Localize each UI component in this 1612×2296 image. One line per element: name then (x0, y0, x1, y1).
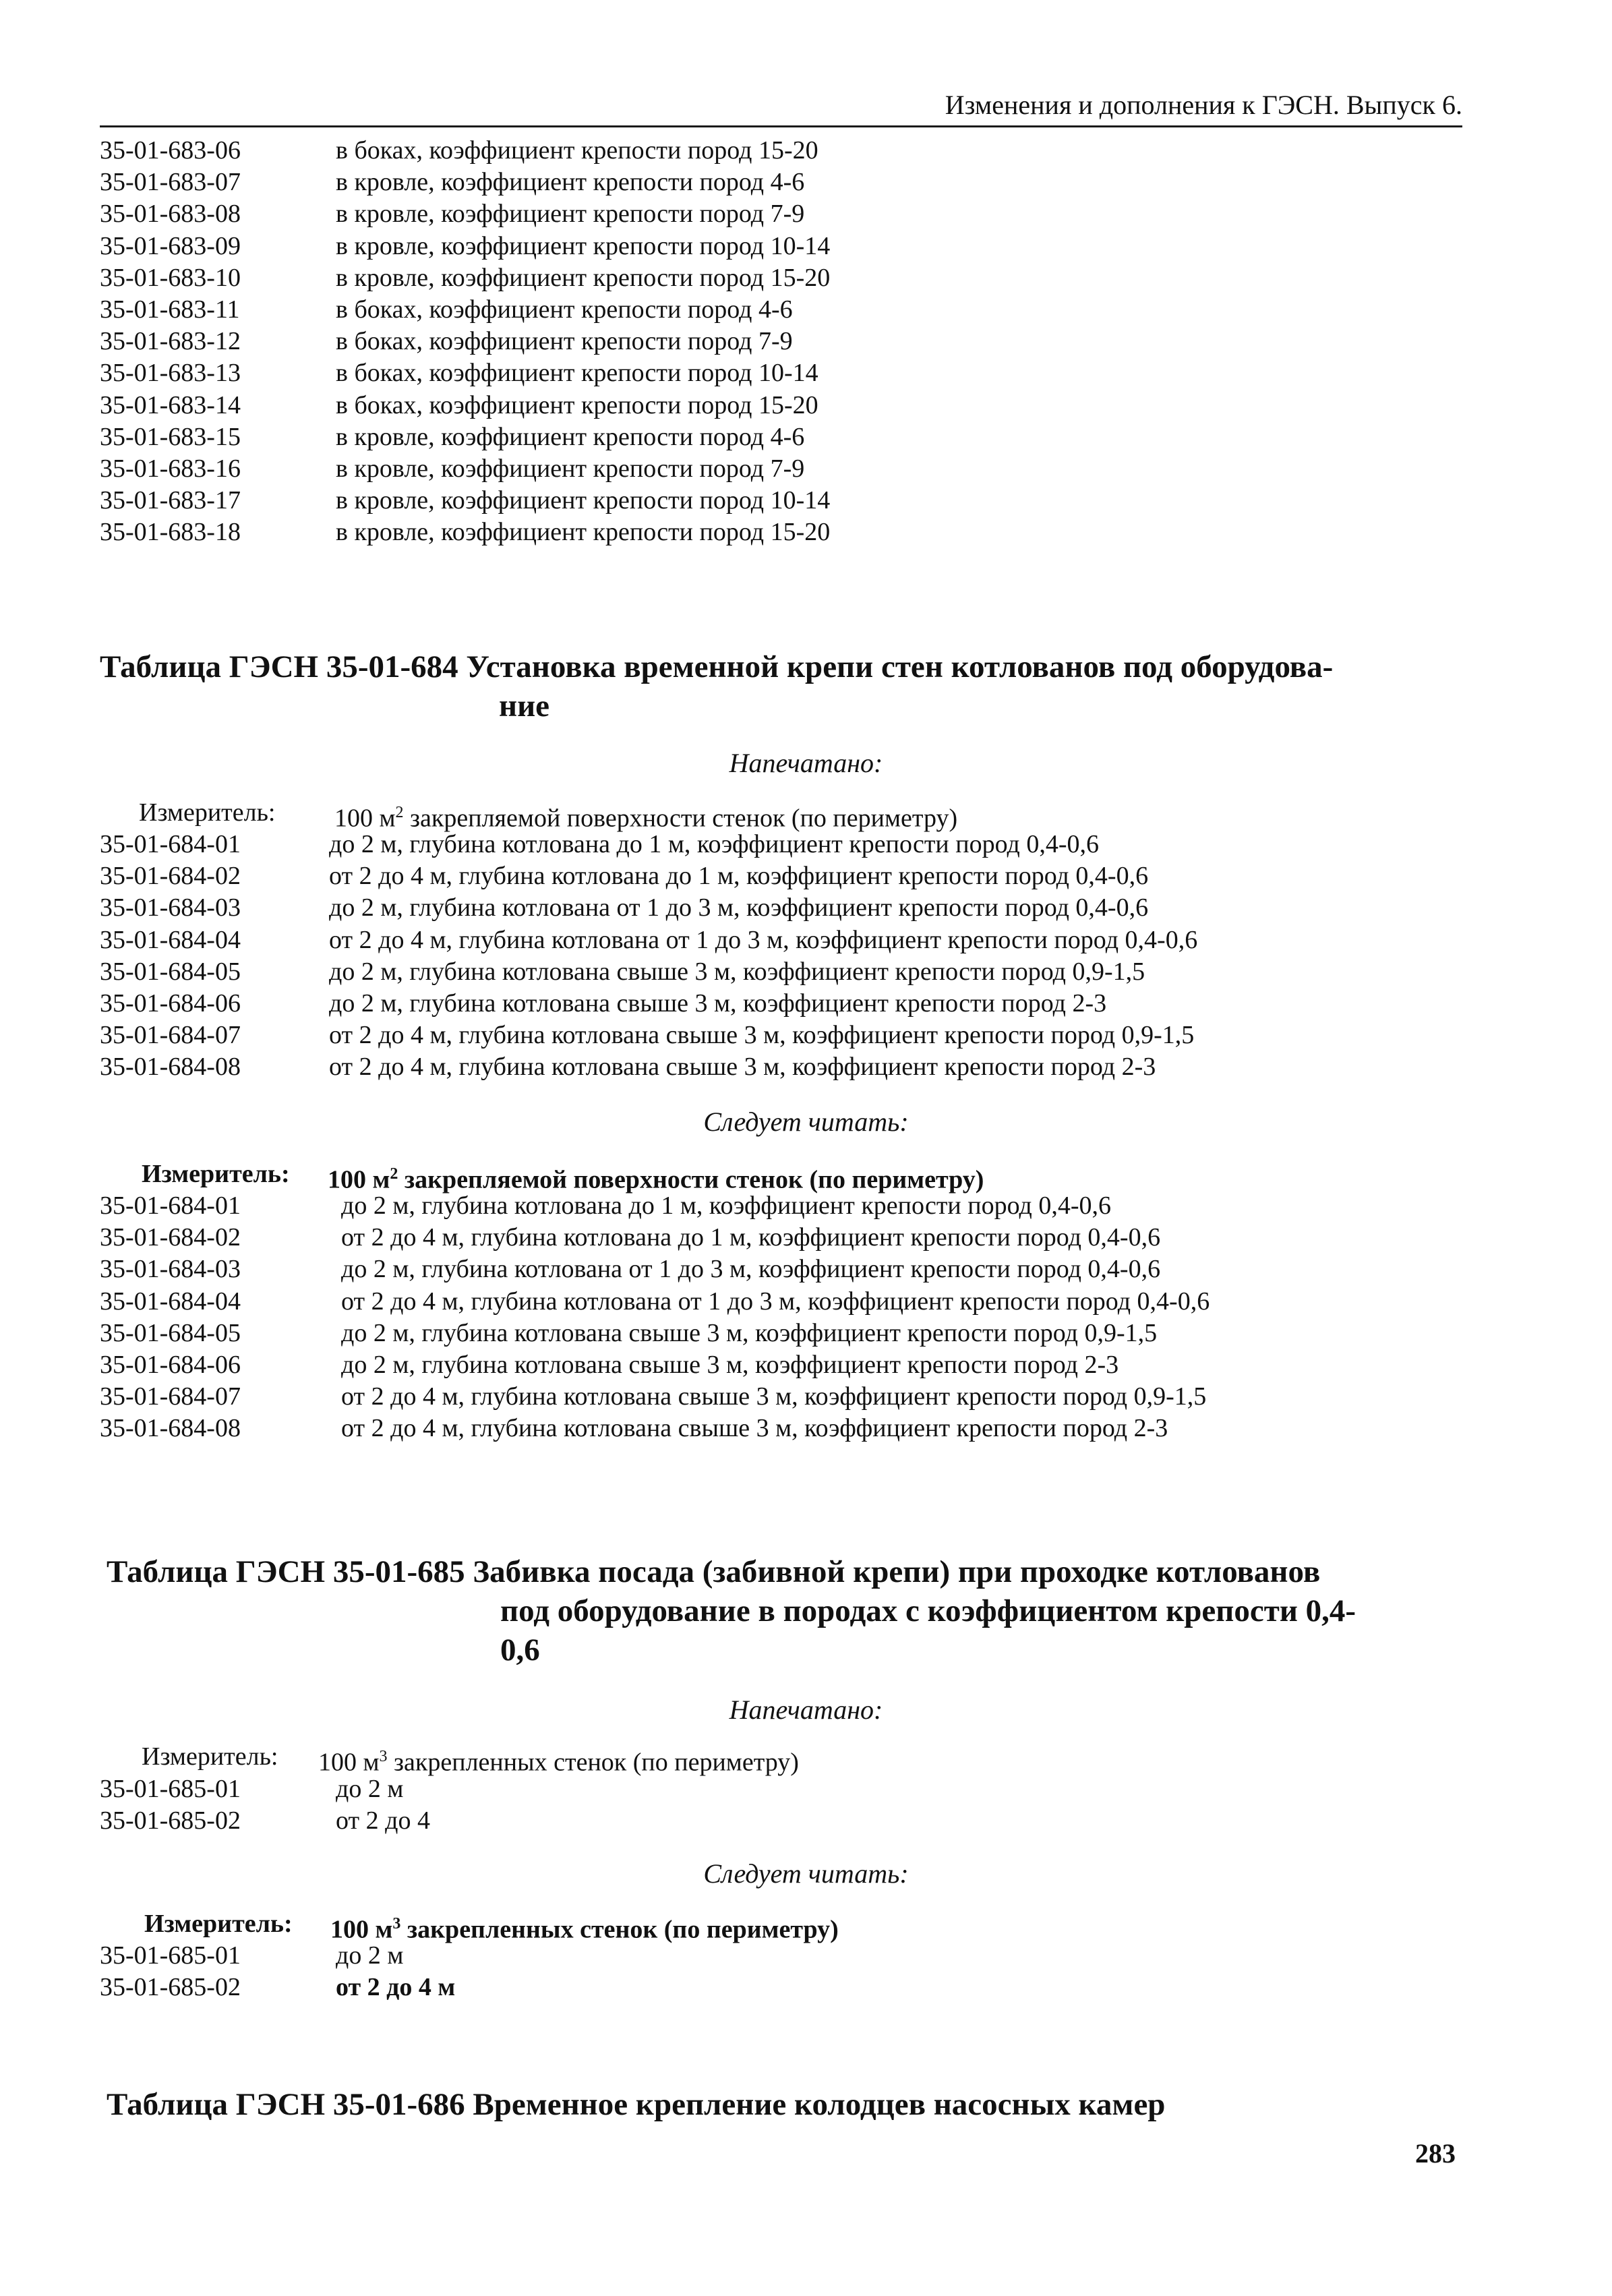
table-685-title-line1: Таблица ГЭСН 35-01-685 Забивка посада (забивной крепи) при проходке котлованов (107, 1554, 1321, 1589)
row-code: 35-01-683-09 (100, 231, 241, 260)
row-description: от 2 до 4 м, глубина котлована до 1 м, коэффициент крепости пород 0,4-0,6 (341, 1223, 1161, 1252)
row-description: до 2 м, глубина котлована от 1 до 3 м, коэффициент крепости пород 0,4-0,6 (329, 893, 1149, 922)
row-description: в боках, коэффициент крепости пород 4-6 (336, 295, 793, 324)
row-description: в кровле, коэффициент крепости пород 4-6 (336, 168, 805, 197)
row-description: в боках, коэффициент крепости пород 7-9 (336, 327, 793, 356)
row-description: в кровле, коэффициент крепости пород 4-6 (336, 422, 805, 451)
row-code: 35-01-684-05 (100, 1318, 241, 1347)
row-description: до 2 м, глубина котлована до 1 м, коэффициент крепости пород 0,4-0,6 (329, 830, 1099, 858)
row-description: от 2 до 4 м, глубина котлована свыше 3 м, коэффициент крепости пород 0,9-1,5 (341, 1382, 1207, 1411)
row-description: в боках, коэффициент крепости пород 10-14 (336, 359, 818, 388)
row-code: 35-01-683-08 (100, 200, 241, 229)
row-code: 35-01-683-10 (100, 263, 241, 292)
row-code: 35-01-684-02 (100, 862, 241, 891)
row-description: в кровле, коэффициент крепости пород 10-14 (336, 486, 831, 515)
row-code: 35-01-683-06 (100, 136, 241, 165)
row-description: до 2 м, глубина котлована от 1 до 3 м, коэффициент крепости пород 0,4-0,6 (341, 1255, 1161, 1284)
table-686-title: Таблица ГЭСН 35-01-686 Временное крепление колодцев насосных камер (107, 2087, 1166, 2122)
measure-read-685 (144, 1908, 1156, 1944)
table-684-title-line2: ние (499, 688, 550, 724)
row-description: в кровле, коэффициент крепости пород 15-20 (336, 518, 831, 547)
read-label: Следует читать: (703, 1858, 909, 1889)
row-code: 35-01-683-13 (100, 359, 241, 388)
row-description: до 2 м, глубина котлована свыше 3 м, коэффициент крепости пород 2-3 (341, 1350, 1119, 1379)
measure-label: Измеритель: (142, 1742, 278, 1771)
row-description: в боках, коэффициент крепости пород 15-20 (336, 390, 818, 419)
row-description: до 2 м (336, 1775, 404, 1803)
row-description: от 2 до 4 м, глубина котлована от 1 до 3 м, коэффициент крепости пород 0,4-0,6 (329, 925, 1198, 954)
table-684-title-line1: Таблица ГЭСН 35-01-684 Установка временной крепи стен котлованов под оборудова- (100, 649, 1334, 684)
measure-value: 100 $м^3$ закрепленных стенок (по периметру) (318, 1748, 799, 1777)
row-description: от 2 до 4 м, глубина котлована свыше 3 м, коэффициент крепости пород 0,9-1,5 (329, 1021, 1195, 1050)
row-description: до 2 м, глубина котлована свыше 3 м, коэффициент крепости пород 0,9-1,5 (329, 957, 1145, 986)
row-code: 35-01-683-14 (100, 390, 241, 419)
row-code: 35-01-683-12 (100, 327, 241, 356)
row-code: 35-01-685-01 (100, 1775, 241, 1803)
row-code: 35-01-684-07 (100, 1382, 241, 1411)
row-code: 35-01-684-03 (100, 1255, 241, 1284)
table-685-title-line3: 0,6 (500, 1632, 540, 1668)
running-header: Изменения и дополнения к ГЭСН. Выпуск 6. (945, 90, 1462, 120)
row-code: 35-01-683-18 (100, 518, 241, 547)
row-code: 35-01-684-04 (100, 1287, 241, 1316)
row-code: 35-01-684-01 (100, 830, 241, 858)
measure-printed-685 (142, 1741, 1153, 1777)
row-description: от 2 до 4 (336, 1806, 430, 1835)
row-code: 35-01-684-07 (100, 1021, 241, 1050)
row-description: в кровле, коэффициент крепости пород 7-9 (336, 454, 805, 483)
header-rule (100, 125, 1462, 127)
row-code: 35-01-684-06 (100, 1350, 241, 1379)
row-description: от 2 до 4 м, глубина котлована от 1 до 3 м, коэффициент крепости пород 0,4-0,6 (341, 1287, 1210, 1316)
row-code: 35-01-683-15 (100, 422, 241, 451)
row-code: 35-01-684-05 (100, 957, 241, 986)
row-code: 35-01-684-02 (100, 1223, 241, 1252)
printed-label: Напечатано: (729, 1695, 883, 1725)
row-description: в кровле, коэффициент крепости пород 15-20 (336, 263, 831, 292)
row-description: в кровле, коэффициент крепости пород 10-14 (336, 231, 831, 260)
row-code: 35-01-683-17 (100, 486, 241, 515)
row-description: от 2 до 4 м, глубина котлована свыше 3 м, коэффициент крепости пород 2-3 (329, 1053, 1156, 1082)
row-code: 35-01-684-04 (100, 925, 241, 954)
measure-value: 100 $м^2$ закрепляемой поверхности стенок (по периметру) (328, 1165, 984, 1194)
row-description: до 2 м, глубина котлована до 1 м, коэффициент крепости пород 0,4-0,6 (341, 1191, 1111, 1220)
table-685-title-line2: под оборудование в породах с коэффициентом крепости 0,4- (500, 1593, 1356, 1628)
row-description: в боках, коэффициент крепости пород 15-20 (336, 136, 818, 165)
row-description: в кровле, коэффициент крепости пород 7-9 (336, 200, 805, 229)
row-code: 35-01-685-01 (100, 1941, 241, 1970)
measure-printed-684 (139, 797, 1285, 833)
row-description: до 2 м, глубина котлована свыше 3 м, коэффициент крепости пород 2-3 (329, 989, 1107, 1018)
measure-label: Измеритель: (139, 798, 276, 827)
row-code: 35-01-683-07 (100, 168, 241, 197)
measure-label: Измеритель: (142, 1160, 290, 1188)
row-code: 35-01-684-01 (100, 1191, 241, 1220)
measure-read-684 (142, 1158, 1288, 1194)
row-code: 35-01-685-02 (100, 1806, 241, 1835)
row-code: 35-01-684-08 (100, 1053, 241, 1082)
row-code: 35-01-684-06 (100, 989, 241, 1018)
measure-value: 100 $м^2$ закрепляемой поверхности стенок (по периметру) (334, 804, 958, 833)
row-code: 35-01-683-16 (100, 454, 241, 483)
row-code: 35-01-685-02 (100, 1973, 241, 2002)
row-description: от 2 до 4 м, глубина котлована свыше 3 м, коэффициент крепости пород 2-3 (341, 1414, 1168, 1443)
page-number: 283 (1415, 2138, 1456, 2169)
printed-label: Напечатано: (729, 748, 883, 778)
row-description: до 2 м (336, 1941, 404, 1970)
row-description: от 2 до 4 м (336, 1973, 456, 2002)
row-code: 35-01-684-03 (100, 893, 241, 922)
measure-value: 100 $м^3$ закрепленных стенок (по периметру) (330, 1915, 839, 1944)
read-label: Следует читать: (703, 1107, 909, 1137)
measure-label: Измеритель: (144, 1910, 293, 1938)
row-description: от 2 до 4 м, глубина котлована до 1 м, коэффициент крепости пород 0,4-0,6 (329, 862, 1149, 891)
row-code: 35-01-683-11 (100, 295, 240, 324)
row-description: до 2 м, глубина котлована свыше 3 м, коэффициент крепости пород 0,9-1,5 (341, 1318, 1158, 1347)
row-code: 35-01-684-08 (100, 1414, 241, 1443)
